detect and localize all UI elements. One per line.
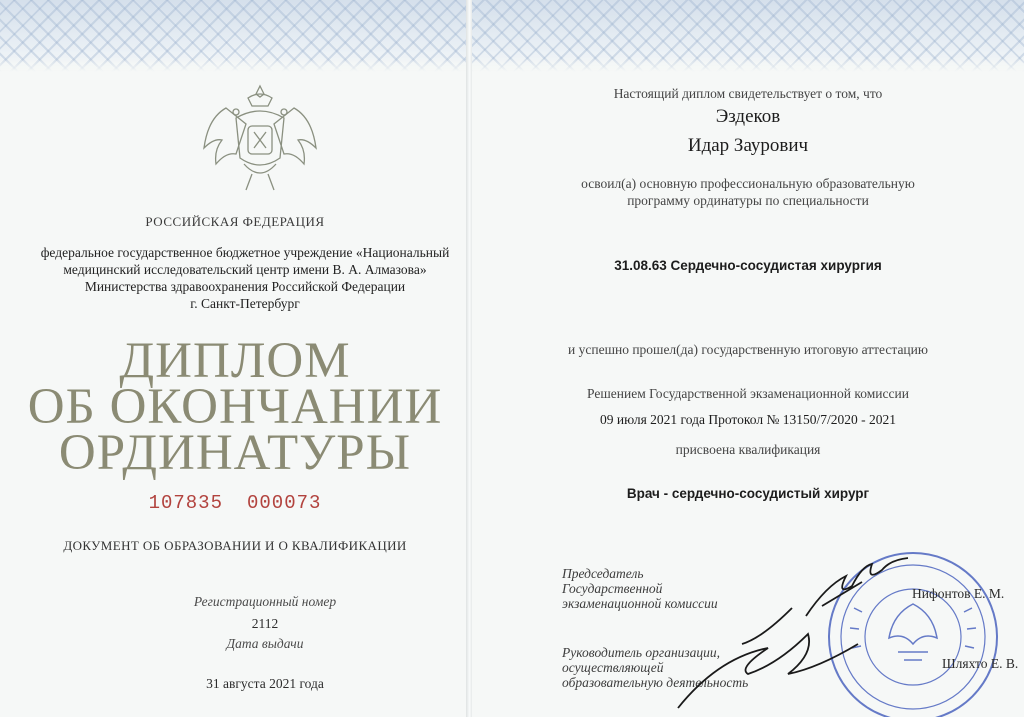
reg-number-label: Регистрационный номер [193,594,337,609]
title-line: ОРДИНАТУРЫ [58,425,412,481]
decorative-band [472,0,1024,72]
institution-name [20,244,470,312]
diploma-left-page [0,0,470,717]
diploma-title [0,333,470,481]
issue-date: 31 августа 2021 года [206,676,324,691]
intro-text: Настоящий диплом свидетельствует о том, что [613,86,883,101]
graduate-surname: Эздеков [715,106,781,127]
title-line: ОБ ОКОНЧАНИИ [27,379,443,435]
qualification: Врач - сердечно-сосудистый хирург [626,486,870,501]
commission-text: Решением Государственной экзаменационной комиссии [587,386,909,401]
mastered-line: освоил(а) основную профессиональную образовательную [581,176,915,191]
mastered-line: программу ординатуры по специальности [627,193,869,208]
head-label: Руководитель организации, осуществляющей образовательную деятельность [562,645,749,690]
serial-number [0,492,470,514]
serial-series: 107835 [148,492,223,514]
institution-line: федеральное государственное бюджетное учреждение «Национальный [40,245,450,260]
head-name: Шляхто Е. В. [942,656,1019,671]
institution-line: Министерства здравоохранения Российской Федерации [84,279,406,294]
diploma-right-page [472,0,1024,717]
chair-name: Нифонтов Е. М. [912,586,1005,601]
graduate-given-names: Идар Заурович [687,135,809,156]
attestation-text: и успешно прошел(да) государственную итоговую аттестацию [568,342,928,357]
coat-of-arms-icon [196,78,324,200]
institution-line: г. Санкт-Петербург [190,296,300,311]
country-name: РОССИЙСКАЯ ФЕДЕРАЦИЯ [145,214,325,229]
title-line: ДИПЛОМ [119,333,351,389]
document-type: ДОКУМЕНТ ОБ ОБРАЗОВАНИИ И О КВАЛИФИКАЦИИ [63,538,407,553]
qualification-label: присвоена квалификация [675,442,821,457]
institution-line: медицинский исследовательский центр имени В. А. Алмазова» [63,262,427,277]
serial-id: 000073 [247,492,322,514]
chair-label: Председатель Государственной экзаменационной комиссии [562,566,718,611]
decorative-band [0,0,470,72]
reg-number: 2112 [251,616,279,631]
issue-date-label: Дата выдачи [226,636,304,651]
protocol-text: 09 июля 2021 года Протокол № 13150/7/2020 - 2021 [600,412,896,427]
head-signature-icon [672,604,872,714]
specialty: 31.08.63 Сердечно-сосудистая хирургия [614,258,882,273]
